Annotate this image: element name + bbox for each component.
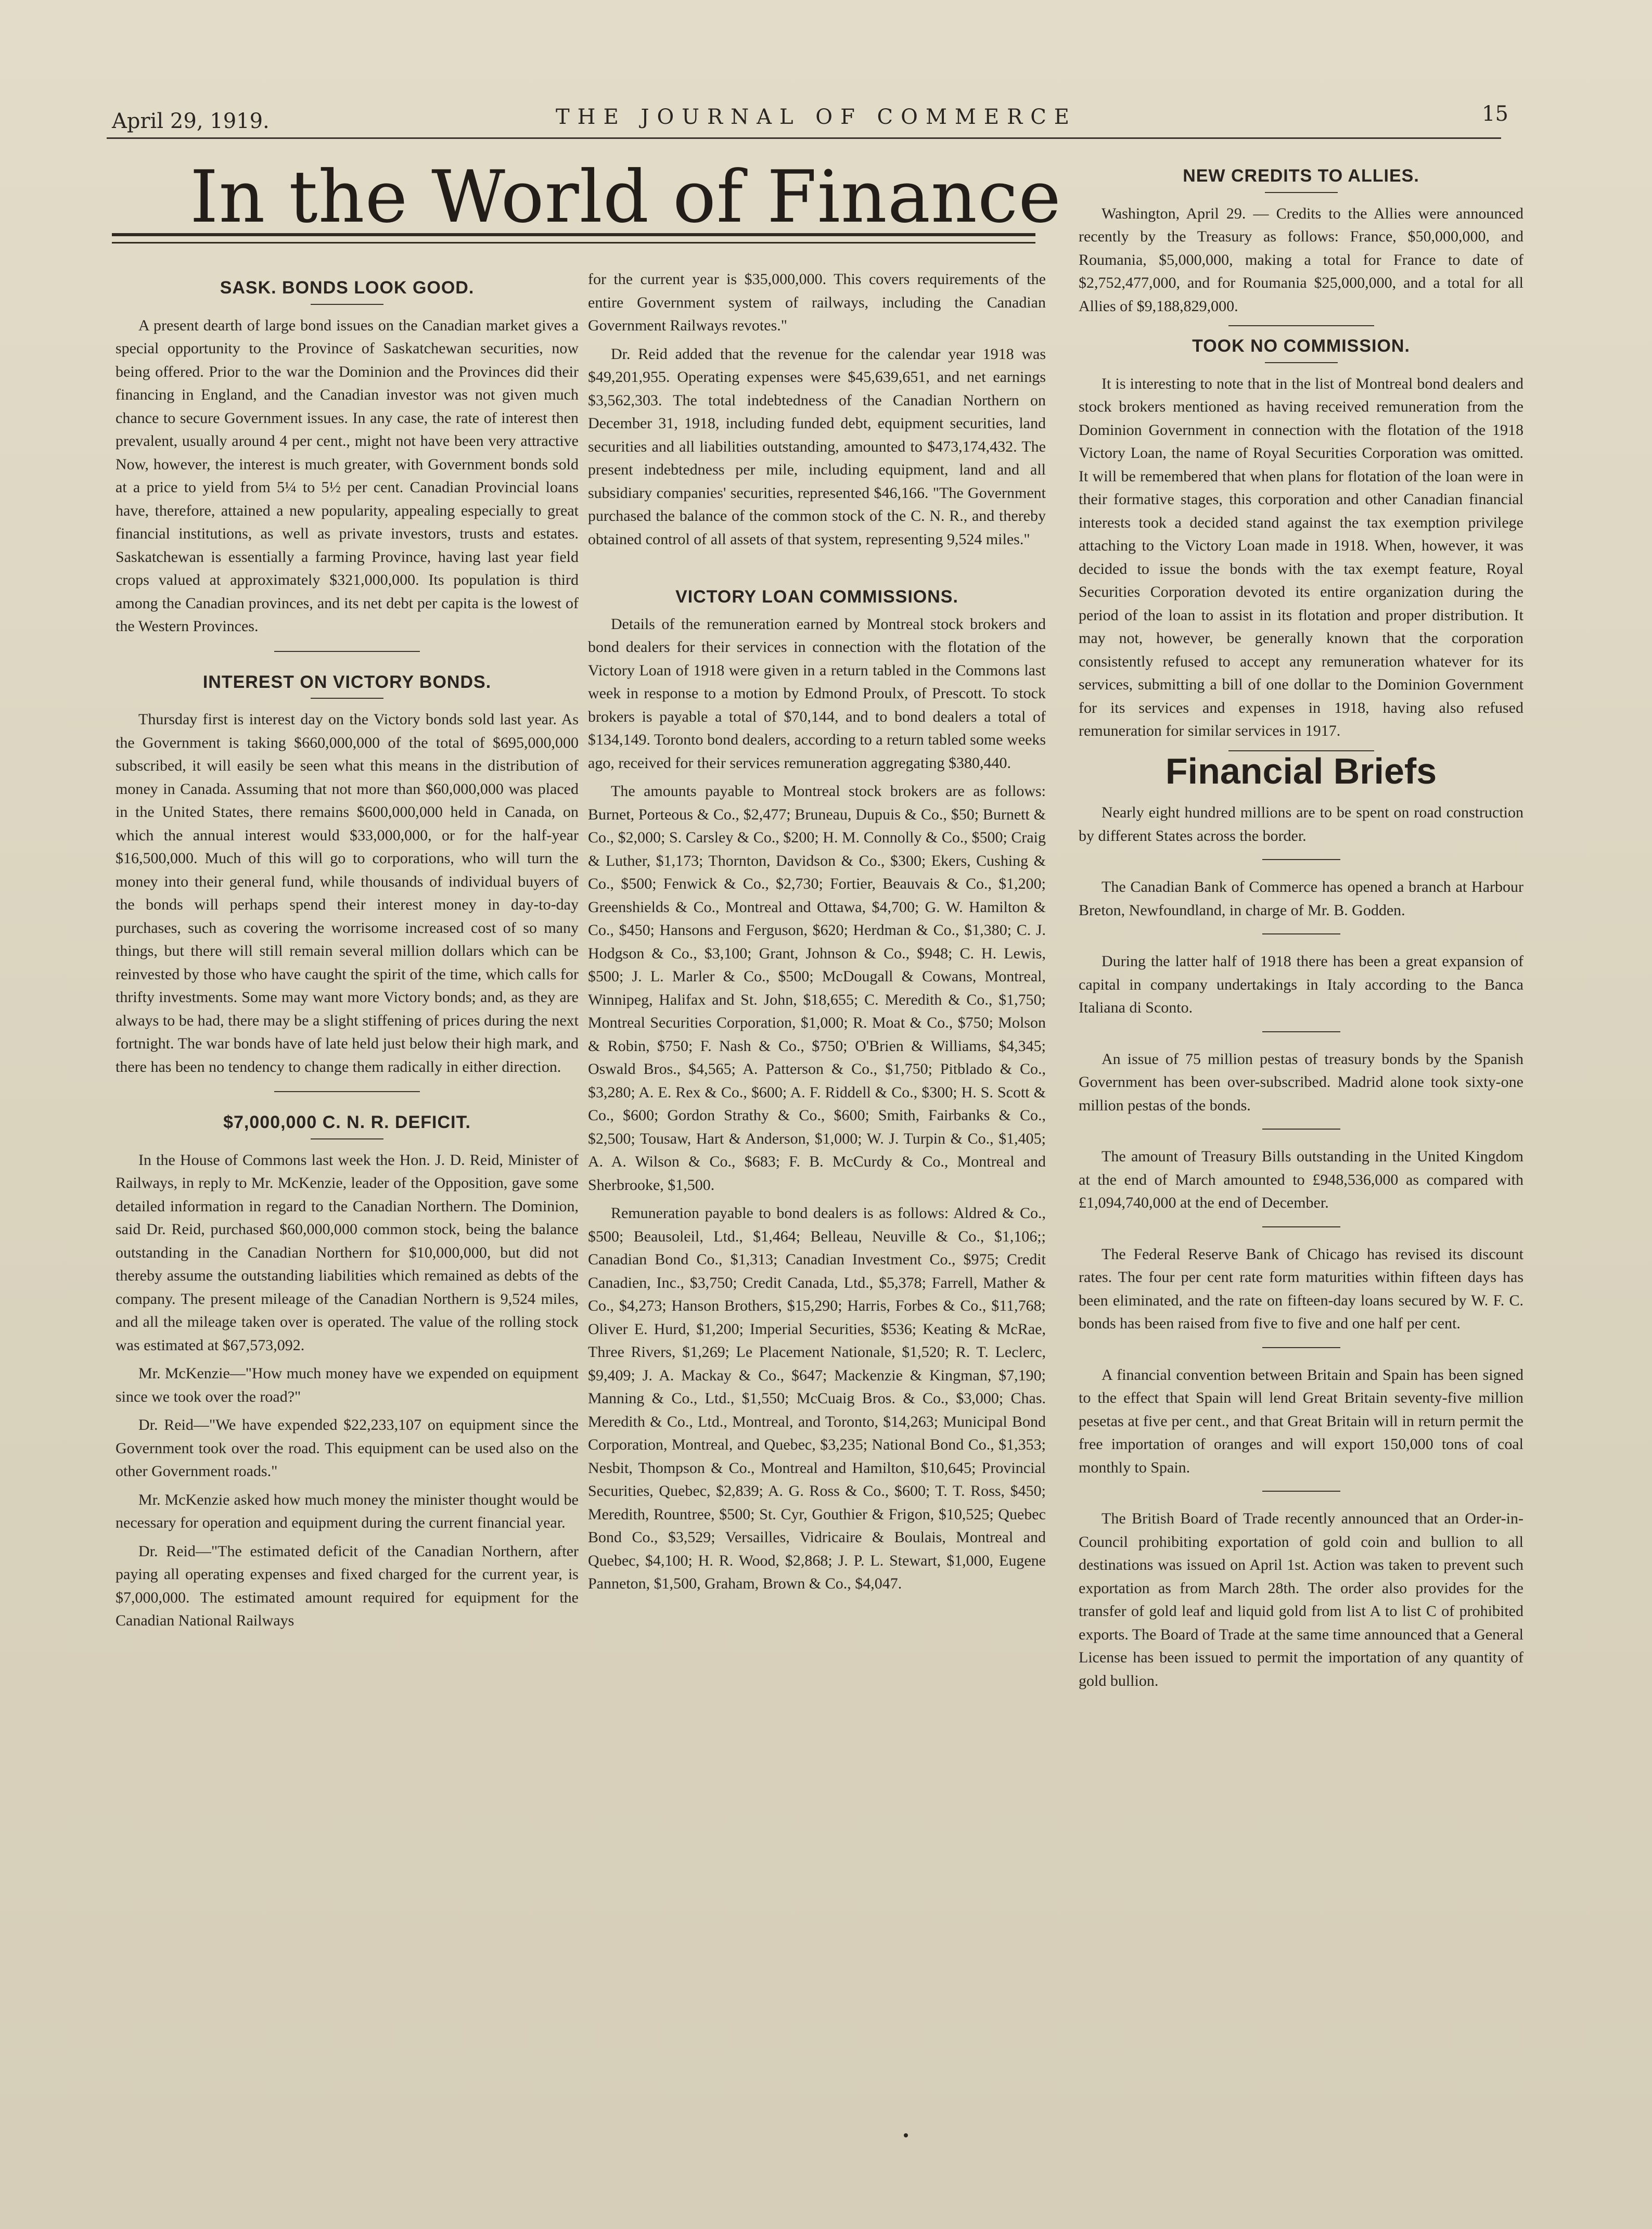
article-heading: VICTORY LOAN COMMISSIONS. [675, 587, 958, 607]
brief-item: A financial convention between Britain and Spain has been signed to the effect that Spain will lend Great Britain seventy-five million pesetas at five per cent., and that Great Britain will in return permit the free importation of oranges and will export 150,000 tons of coal monthly to Spain. [1079, 1366, 1523, 1476]
article-heading: INTEREST ON VICTORY BONDS. [202, 672, 492, 692]
article-separator [274, 651, 420, 652]
article-heading: $7,000,000 C. N. R. DEFICIT. [223, 1112, 471, 1132]
masthead-rule-thin [112, 242, 1035, 244]
header-rule [107, 137, 1501, 139]
heading-rule [1265, 192, 1338, 193]
article-paragraph: Mr. McKenzie asked how much money the minister thought would be necessary for operation and equipment during the current financial year. [116, 1491, 579, 1531]
article-paragraph: A present dearth of large bond issues on the Canadian market gives a special opportunity to the Province of Saskatchewan securities, now being offered. Prior to the war the Dominion and the Provinces did their financing in England, and the Canadian investor was not given much chance to secure Government issues. In any case, the rate of interest then prevalent, usually around 4 per cent., might not have been very attractive Now, however, the interest is much greater, with Government bonds sold at a price to yield from 5¼ to 5½ per cent. Canadian Provincial loans have, therefore, attained a new popularity, appealing especially to great financial institutions, as well as private investors, trusts and estates. Saskatchewan is essentially a farming Province, having last year field crops valued at approximately $321,000,000. Its population is third among the Canadian provinces, and its net debt per capita is the lowest of the Western Provinces. [116, 316, 579, 635]
article-heading: SASK. BONDS LOOK GOOD. [220, 278, 475, 298]
section-masthead: In the World of Finance [190, 155, 1061, 239]
heading-rule [311, 304, 383, 305]
journal-title: THE JOURNAL OF COMMERCE [556, 105, 1077, 129]
article-paragraph: Mr. McKenzie—"How much money have we expended on equipment since we took over the road?" [116, 1365, 579, 1405]
article-paragraph: In the House of Commons last week the Hon. J. D. Reid, Minister of Railways, in reply to Mr. McKenzie, leader of the Opposition, gave some detailed information in regard to the Canadian Northern. The Dominion, said Dr. Reid, purchased $60,000,000 common stock, being the balance outstanding in the Canadian Northern for $10,000,000, but did not thereby assume the outstanding liabilities which remained as debts of the company. The present mileage of the Canadian Northern is 9,524 miles, and all the mileage taken over is operated. The value of the rolling stock was estimated at $67,573,092. [116, 1151, 579, 1354]
brief-separator [1262, 933, 1340, 934]
issue-date: April 29, 1919. [112, 109, 270, 133]
heading-rule [1265, 362, 1338, 363]
brief-separator [1262, 1347, 1340, 1348]
brief-item: The Federal Reserve Bank of Chicago has revised its discount rates. The four per cent rate form maturities within fifteen days has been eliminated, and the rate on fifteen-day loans secured by W. F. C. bonds has been raised from five to five and one half per cent. [1079, 1245, 1523, 1332]
article-paragraph: Washington, April 29. — Credits to the Allies were announced recently by the Treasury as follows: France, $50,000,000, and Roumania, $5,000,000, making a total for France to date of $2,752,477,000, and for Roumania $25,000,000, and a total for all Allies of $9,188,829,000. [1079, 204, 1523, 315]
masthead-rule-thick [112, 233, 1035, 236]
brief-item: The British Board of Trade recently announced that an Order-in-Council prohibiting exportation of gold coin and bullion to all destinations was issued on April 1st. Action was taken to prevent such exportation as from March 28th. The order also provides for the transfer of gold leaf and liquid gold from list A to list C of prohibited exports. The Board of Trade at the same time announced that a General License has been issued to permit the importation of any quantity of gold bullion. [1079, 1510, 1524, 1689]
article-paragraph: The amounts payable to Montreal stock brokers are as follows: Burnet, Porteous & Co., $2,477; Bruneau, Dupuis & Co., $50; Burnett & Co., $2,000; S. Carsley & Co., $200; H. M. Connolly & Co., $500; Craig & Luther, $1,173; Thornton, Davidson & Co., $300; Ekers, Cushing & Co., $500; Fenwick & Co., $2,730; Fortier, Beauvais & Co., $1,200; Greenshields & Co., Montreal and Ottawa, $4,700; G. W. Hamilton & Co., $450; Hansons and Ferguson, $620; Herdman & Co., $1,380; C. J. Hodgson & Co., $3,100; Grant, Johnson & Co., $948; C. H. Lewis, $500; J. L. Marler & Co., $500; McDougall & Cowans, Montreal, Winnipeg, Halifax and St. John, $18,655; C. Meredith & Co., $1,750; Montreal Securities Corporation, $1,000; R. Moat & Co., $750; Molson & Robin, $750; F. Nash & Co., $750; O'Brien & Williams, $4,345; Oswald Bros., $4,565; A. Patterson & Co., $1,750; Pitblado & Co., $3,280; A. E. Rex & Co., $600; A. F. Riddell & Co., $300; H. S. Scott & Co., $600; Gordon Strathy & Co., $600; Smith, Fairbanks & Co., $2,500; Tousaw, Hart & Anderson, $1,000; W. J. Turpin & Co., $1,405; A. A. Wilson & Co., $683; F. B. McCurdy & Co., Montreal and Sherbrooke, $1,500. [588, 783, 1046, 1194]
column-3 [1079, 156, 1523, 1698]
briefs-title: Financial Briefs [1165, 750, 1437, 791]
spacer [588, 556, 1046, 577]
column-2 [588, 268, 1046, 1601]
article-heading: NEW CREDITS TO ALLIES. [1183, 166, 1419, 186]
brief-separator [1262, 1129, 1340, 1130]
article-separator [274, 1091, 420, 1092]
brief-item: During the latter half of 1918 there has been a great expansion of capital in company undertakings in Italy according to the Banca Italiana di Sconto. [1079, 953, 1523, 1016]
brief-separator [1262, 859, 1340, 860]
article-paragraph: Details of the remuneration earned by Montreal stock brokers and bond dealers for their services in connection with the flotation of the Victory Loan of 1918 were given in a return tabled in the Commons last week in response to a motion by Edmond Proulx, of Prescott. To stock brokers is payable a total of $70,144, and to bond dealers a total of $134,149. Toronto bond dealers, according to a return tabled some weeks ago, received for their services remuneration aggregating $380,440. [588, 615, 1046, 772]
article-paragraph: It is interesting to note that in the list of Montreal bond dealers and stock brokers mentioned as having received remuneration from the Dominion Government in connection with the flotation of the 1918 Victory Loan, the name of Royal Securities Corporation was omitted. It will be remembered that when plans for flotation of the loan were in their formative stages, this corporation and other Canadian financial interests took a decided stand against the tax exemption privilege attaching to the Victory Loan made in 1918. When, however, it was decided to issue the bonds with the tax exempt feature, Royal Securities Corporation devoted its entire organization during the period of the loan to assist in its flotation and proper distribution. It may not, however, be generally known that the corporation consistently refused to accept any remuneration whatever for its services, submitting a bill of one dollar to the Dominion Government for its services and expenses in 1918, having also refused remuneration for similar services in 1917. [1079, 375, 1523, 739]
heading-rule [311, 1138, 383, 1139]
article-paragraph: Dr. Reid—"The estimated deficit of the Canadian Northern, after paying all operating expenses and fixed charged for the current year, is $7,000,000. The estimated amount required for equipment for the Canadian National Railways [116, 1542, 579, 1629]
ink-dot [904, 2133, 908, 2137]
brief-item: Nearly eight hundred millions are to be spent on road construction by different States across the border. [1079, 804, 1523, 844]
article-paragraph: Thursday first is interest day on the Victory bonds sold last year. As the Government is taking $660,000,000 of the total of $695,000,000 subscribed, it will easily be seen what this means in the distribution of money in Canada. Assuming that not more than $60,000,000 was placed in the United States, there remains $600,000,000 held in Canada, on which the annual interest would $33,000,000, or for the half-year $16,500,000. Much of this will go to corporations, who will turn the money into their general fund, while thousands of individual buyers of the bonds will perhaps spend their interest money in day-to-day purchases, such as covering the worrisome increased cost of so many things, but there will still remain several million dollars which can be reinvested by those who have caught the spirit of the time, which calls for thrifty investments. Some may want more Victory bonds; and, as they are always to be had, there may be a slight stiffening of prices during the next fortnight. The war bonds have of late held just below their high mark, and there has been no tendency to change them radically in either direction. [116, 711, 579, 1075]
article-separator [1228, 325, 1374, 326]
column-1 [116, 268, 579, 1638]
brief-separator [1262, 1226, 1340, 1227]
brief-separator [1262, 1031, 1340, 1032]
heading-rule [311, 698, 383, 699]
article-paragraph: for the current year is $35,000,000. This covers requirements of the entire Government system of railways, including the Canadian Government Railways revotes." [588, 271, 1046, 334]
page-number: 15 [1482, 102, 1508, 126]
brief-item: An issue of 75 million pestas of treasury bonds by the Spanish Government has been over-subscribed. Madrid alone took sixty-one million pestas of the bonds. [1079, 1050, 1523, 1114]
article-heading: TOOK NO COMMISSION. [1192, 336, 1410, 356]
article-paragraph: Dr. Reid—"We have expended $22,233,107 on equipment since the Government took over the road. This equipment can be used also on the other Government roads." [116, 1416, 579, 1480]
brief-item: The amount of Treasury Bills outstanding in the United Kingdom at the end of March amounted to £948,536,000 as compared with £1,094,740,000 at the end of December. [1079, 1148, 1523, 1211]
brief-separator [1262, 1491, 1340, 1492]
article-paragraph: Dr. Reid added that the revenue for the calendar year 1918 was $49,201,955. Operating expenses were $45,639,651, and net earnings $3,562,303. The total indebtedness of the Canadian Northern on December 31, 1918, including funded debt, equipment securities, land securities and all liabilities outstanding, amounted to $473,174,432. The present indebtedness per mile, including equipment, land and all subsidiary companies' securities, represented $46,166. "The Government purchased the balance of the common stock of the C. N. R., and thereby obtained control of all assets of that system, representing 9,524 miles." [588, 345, 1046, 548]
brief-item: The Canadian Bank of Commerce has opened a branch at Harbour Breton, Newfoundland, in charge of Mr. B. Godden. [1079, 878, 1523, 919]
article-paragraph: Remuneration payable to bond dealers is as follows: Aldred & Co., $500; Beausoleil, Ltd., $1,464; Belleau, Neuville & Co., $1,106;; Canadian Bond Co., $1,313; Canadian Investment Co., $975; Credit Canadien, Inc., $3,750; Credit Canada, Ltd., $5,378; Farrell, Mather & Co., $4,273; Hanson Brothers, $15,290; Harris, Forbes & Co., $11,768; Oliver E. Hurd, $1,200; Imperial Securities, $536; Keating & McRae, Three Rivers, $1,269; Le Placement Nationale, $1,520; R. T. Leclerc, $9,409; J. A. Mackay & Co., $647; Mackenzie & Kingman, $7,190; Manning & Co., Ltd., $1,550; McCuaig Bros. & Co., $3,000; Chas. Meredith & Co., Ltd., Montreal, and Toronto, $14,263; Municipal Bond Corporation, Montreal, and Quebec, $3,235; National Bond Co., $1,353; Nesbit, Thompson & Co., Montreal and Hamilton, $10,645; Provincial Securities, Quebec, $2,839; A. G. Ross & Co., $600; T. T. Ross, $450; Meredith, Rountree, $500; St. Cyr, Gouthier & Frigon, $10,525; Quebec Bond Co., $3,529; Versailles, Vidricaire & Boulais, Montreal and Quebec, $4,100; H. R. Wood, $2,868; J. P. L. Stewart, $1,000, Eugene Panneton, $1,500, Graham, Brown & Co., $4,047. [588, 1205, 1046, 1592]
